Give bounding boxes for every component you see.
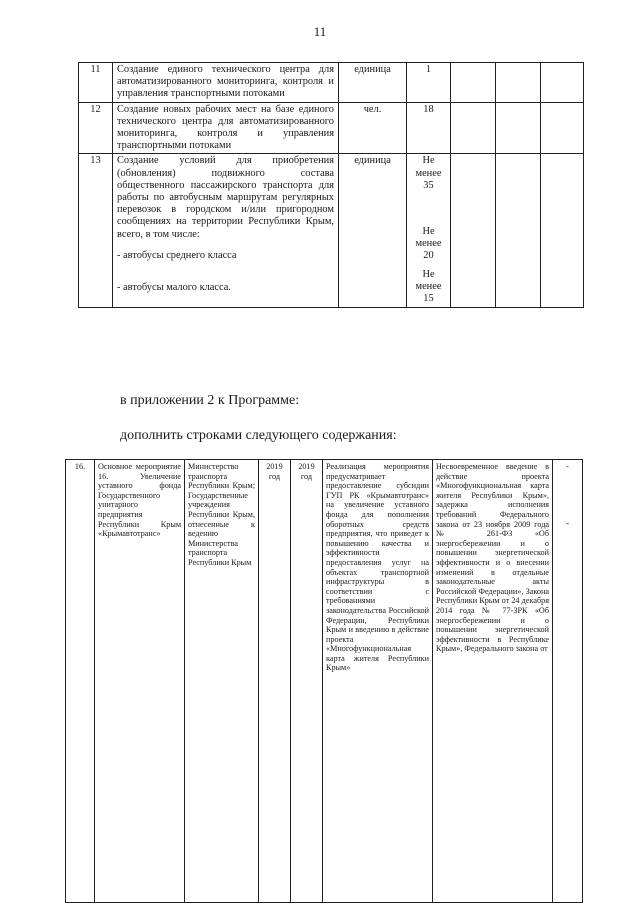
indicator-description: Создание новых рабочих мест на базе единого технического центра для автоматизированного мониторинга, контроля и управления транспортными потоками	[113, 102, 339, 154]
table-row	[79, 154, 584, 308]
empty-cell	[496, 154, 541, 308]
empty-cell	[496, 102, 541, 154]
row-number: 16.	[66, 460, 95, 903]
value-medium: Не менее 20	[415, 226, 442, 262]
empty-cell	[541, 63, 584, 103]
table-row	[79, 102, 584, 154]
paragraph-appendix: в приложении 2 к Программе:	[120, 393, 300, 408]
indicators-table	[78, 62, 584, 308]
unit-cell: чел.	[339, 102, 407, 154]
indicator-sub-medium: - автобусы среднего класса	[117, 249, 237, 261]
page-number: 11	[313, 24, 327, 39]
table-row	[79, 63, 584, 103]
value-total: Не менее 35	[415, 155, 442, 191]
value-small: Не менее 15	[415, 268, 442, 305]
value-cell: 1	[407, 63, 451, 103]
empty-cell	[451, 63, 496, 103]
year-end: 2019 год	[291, 460, 323, 903]
row-number: 11	[79, 63, 113, 103]
empty-cell	[451, 154, 496, 308]
indicator-description-group	[113, 154, 339, 308]
executor: Министерство транспорта Республики Крым; Государственные учреждения Республики Крым, отнесенные к ведению Министерства транспорта Республики Крым	[185, 460, 259, 903]
relation-cell: -	[553, 460, 583, 903]
unit-cell: единица	[339, 63, 407, 103]
stray-mark: -	[566, 518, 569, 528]
value-group	[407, 154, 451, 308]
measures-table	[65, 459, 583, 903]
empty-cell	[451, 102, 496, 154]
row-number: 13	[79, 154, 113, 308]
empty-cell	[541, 102, 584, 154]
paragraph-add-rows: дополнить строками следующего содержания:	[120, 428, 397, 443]
value-cell: 18	[407, 102, 451, 154]
event-name: Основное мероприятие 16. Увеличение уставного фонда Государственного унитарного предприятия Республики Крым «Крымавтотранс»	[95, 460, 185, 903]
empty-cell	[496, 63, 541, 103]
consequences: Несвоевременное введение в действие проекта «Многофункциональная карта жителя Республики Крым», задержка исполнения требований Федерального закона от 23 ноября 2009 года № 261-ФЗ «Об энергосбережении и о повышении энергетической эффективности и о внесении изменений в отдельные законодательные акты Российской Федерации», Закона Республики Крым от 24 декабря 2014 года № 77-ЗРК «Об энергосбережении и о повышении энергетической эффективности в Республике Крым», Федерального закона от	[433, 460, 553, 903]
indicator-description: Создание единого технического центра для автоматизированного мониторинга, контроля и управления транспортными потоками	[113, 63, 339, 103]
empty-cell	[541, 154, 584, 308]
row-number: 12	[79, 102, 113, 154]
indicator-description: Создание условий для приобретения (обновления) подвижного состава общественного пассажирского транспорта для работы по автобусным маршрутам регулярных перевозок в городском и/или пригородном сообщениях на территории Республики Крым, всего, в том числе:	[117, 155, 334, 240]
table-row	[66, 460, 583, 903]
year-start: 2019 год	[259, 460, 291, 903]
expected-result: Реализация мероприятия предусматривает предоставление субсидии ГУП РК «Крымавтотранс» на увеличение уставного фонда для пополнения оборотных средств предприятия, что приведет к повышению качества и эффективности предоставления услуг на объектах транспортной инфраструктуры в соответствии с требованиями законодательства Российской Федерации, Республики Крым и введению в действие проекта «Многофункциональная карта жителя Республики Крым»	[323, 460, 433, 903]
indicator-sub-small: - автобусы малого класса.	[117, 282, 231, 294]
unit-cell: единица	[339, 154, 407, 308]
